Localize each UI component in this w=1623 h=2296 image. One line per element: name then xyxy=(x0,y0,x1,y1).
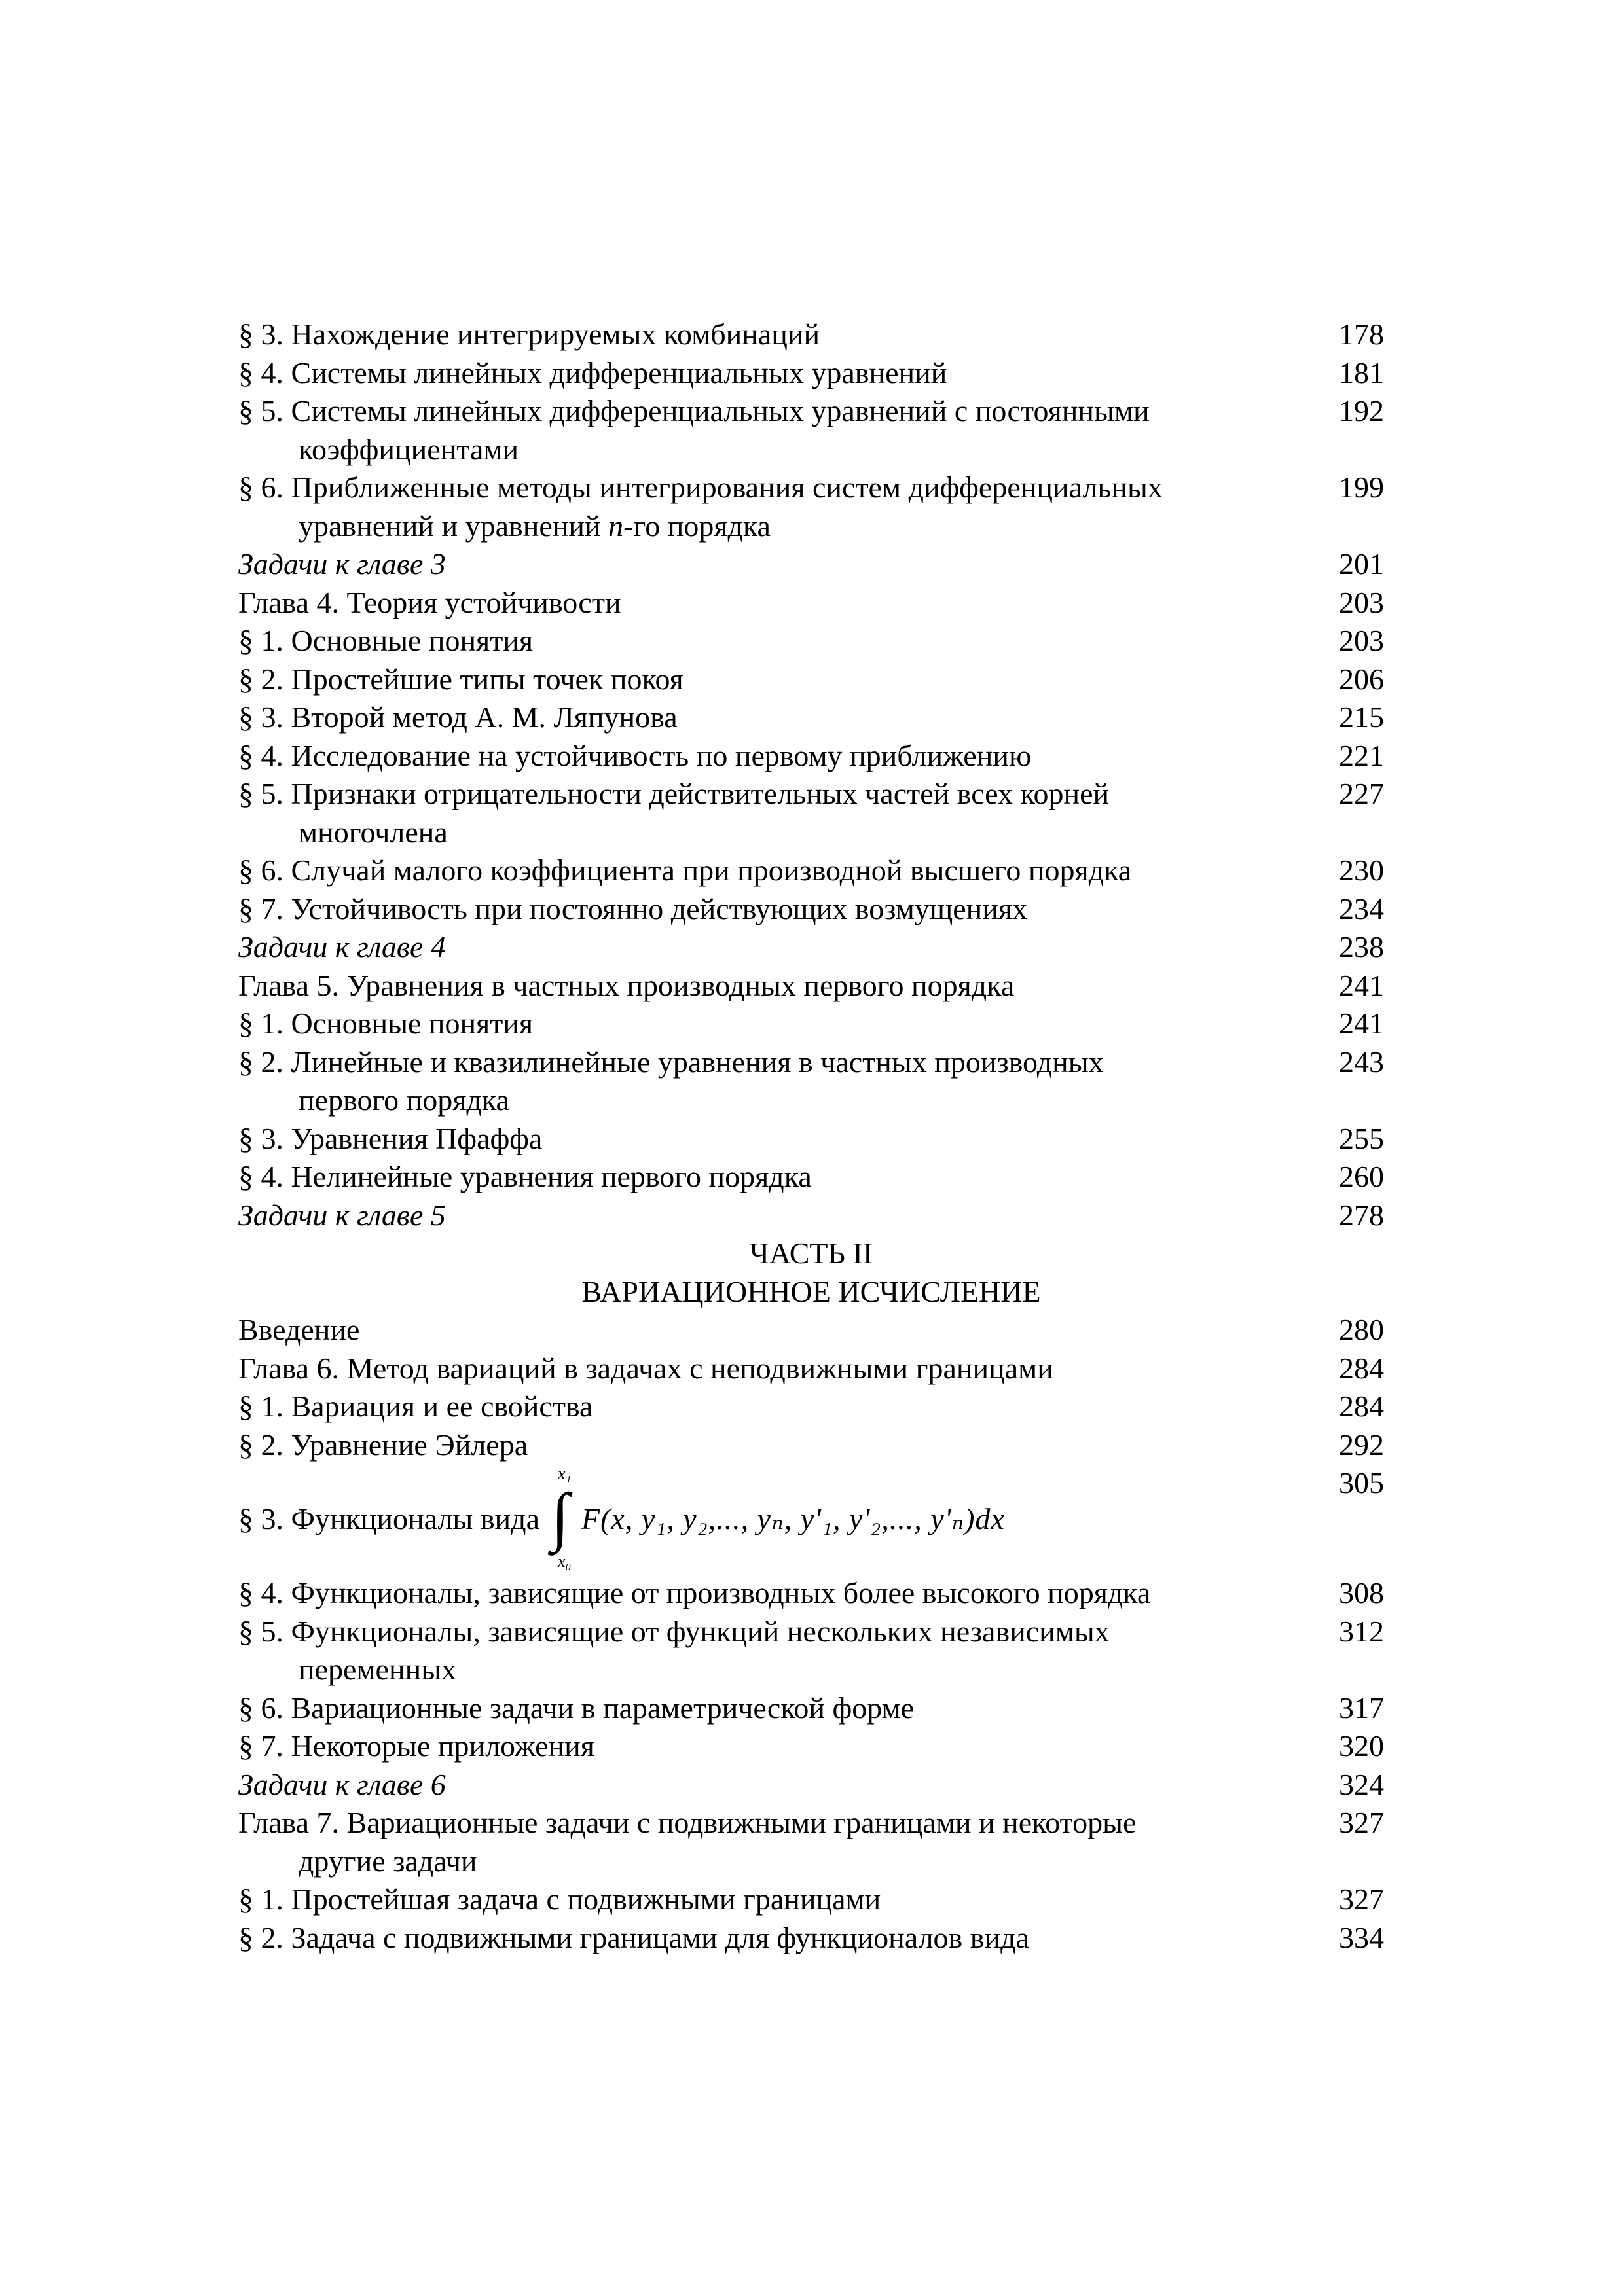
toc-entry xyxy=(238,1311,1384,1350)
toc-entry-page: 203 xyxy=(1339,624,1384,657)
toc-entry-title: § 7. Устойчивость при постоянно действующих возмущениях xyxy=(238,891,1028,925)
integral-lower-limit: x₀ xyxy=(558,1552,572,1571)
toc-entry-continuation: коэффициентами xyxy=(299,432,519,466)
variable-n: n xyxy=(608,509,624,543)
toc-entry-page: 305 xyxy=(1339,1466,1384,1499)
toc-entry-page: 284 xyxy=(1339,1351,1384,1385)
toc-entry-page: 334 xyxy=(1339,1920,1384,1954)
toc-entry xyxy=(238,1388,1384,1426)
toc-entry-problems xyxy=(238,1196,1384,1235)
toc-entry xyxy=(238,1727,1384,1766)
toc-entry-problems xyxy=(238,545,1384,584)
toc-entry-continuation xyxy=(238,507,1384,546)
toc-entry xyxy=(238,660,1384,699)
toc-entry xyxy=(238,1158,1384,1196)
toc-entry xyxy=(238,622,1384,660)
toc-entry-title: Задачи к главе 5 xyxy=(238,1198,446,1232)
toc-entry-title: Введение xyxy=(238,1313,360,1346)
toc-chapter xyxy=(238,1350,1384,1388)
toc-entry xyxy=(238,852,1384,890)
toc-entry xyxy=(238,698,1384,737)
toc-entry-page: 192 xyxy=(1339,394,1384,427)
toc-entry xyxy=(238,354,1384,393)
toc-entry-page: 227 xyxy=(1339,777,1384,810)
toc-entry-title: § 3. Второй метод А. М. Ляпунова xyxy=(238,700,678,734)
toc-entry-page: 221 xyxy=(1339,738,1384,772)
toc-entry-title: § 5. Функционалы, зависящие от функций нескольких независимых xyxy=(238,1614,1110,1648)
toc-entry-title: § 6. Случай малого коэффициента при производной высшего порядка xyxy=(238,853,1132,887)
toc-entry-page: 327 xyxy=(1339,1806,1384,1839)
toc-entry-page: 284 xyxy=(1339,1390,1384,1423)
toc-entry xyxy=(238,1919,1384,1958)
toc-entry xyxy=(238,1613,1384,1689)
toc-entry-page: 327 xyxy=(1339,1882,1384,1916)
continuation-text: уравнений и уравнений xyxy=(299,509,609,543)
toc-entry-page: 317 xyxy=(1339,1691,1384,1725)
integrand-expression: F(x, y₁, y₂,..., yₙ, y'₁, y'₂,..., y'ₙ)dx xyxy=(581,1501,1005,1535)
toc-entry-page: 241 xyxy=(1339,968,1384,1002)
toc-entry-title: Глава 4. Теория устойчивости xyxy=(238,585,621,619)
toc-entry-title: § 6. Приближенные методы интегрирования систем дифференциальных xyxy=(238,471,1163,504)
toc-entry-title: § 2. Уравнение Эйлера xyxy=(238,1427,528,1462)
toc-entry xyxy=(238,1880,1384,1919)
toc-entry-title: Глава 5. Уравнения в частных производных первого порядка xyxy=(238,968,1015,1002)
toc-entry-problems xyxy=(238,928,1384,967)
table-of-contents xyxy=(238,315,1384,1957)
toc-entry-title: § 1. Основные понятия xyxy=(238,1007,534,1040)
toc-entry-page: 206 xyxy=(1339,662,1384,696)
toc-entry-title: § 1. Вариация и ее свойства xyxy=(238,1390,593,1423)
toc-entry xyxy=(238,469,1384,545)
integral-sign xyxy=(547,1464,579,1574)
toc-entry-title: § 3. Функционалы вида xyxy=(238,1501,539,1535)
toc-entry-continuation: многочлена xyxy=(299,815,448,849)
toc-entry-title: Задачи к главе 6 xyxy=(238,1767,446,1801)
toc-entry-page: 260 xyxy=(1339,1160,1384,1193)
toc-entry-title: Глава 7. Вариационные задачи с подвижными границами и некоторые xyxy=(238,1806,1137,1839)
integral-upper-limit: x₁ xyxy=(558,1464,572,1483)
toc-entry xyxy=(238,1426,1384,1465)
toc-entry-page: 255 xyxy=(1339,1121,1384,1155)
toc-chapter xyxy=(238,584,1384,622)
toc-entry xyxy=(238,1574,1384,1613)
toc-entry-title: Глава 6. Метод вариаций в задачах с неподвижными границами xyxy=(238,1351,1053,1385)
toc-entry-page: 199 xyxy=(1339,471,1384,504)
toc-entry-problems xyxy=(238,1766,1384,1804)
toc-entry-title: § 5. Признаки отрицательности действительных частей всех корней xyxy=(238,777,1110,810)
toc-entry xyxy=(238,890,1384,929)
toc-entry-title: § 3. Уравнения Пфаффа xyxy=(238,1121,543,1155)
toc-entry-title: § 2. Линейные и квазилинейные уравнения в частных производных xyxy=(238,1045,1104,1079)
toc-entry-title: § 4. Системы линейных дифференциальных уравнений xyxy=(238,355,947,389)
part-heading: ЧАСТЬ II xyxy=(749,1236,873,1270)
toc-entry-title: § 1. Основные понятия xyxy=(238,624,534,657)
toc-entry-page: 230 xyxy=(1339,853,1384,887)
toc-entry xyxy=(238,737,1384,776)
toc-entry-title: § 4. Исследование на устойчивость по первому приближению xyxy=(238,738,1032,772)
toc-entry-title: § 6. Вариационные задачи в параметрической форме xyxy=(238,1691,915,1725)
toc-entry-title: § 1. Простейшая задача с подвижными границами xyxy=(238,1882,881,1916)
toc-entry-page: 278 xyxy=(1339,1198,1384,1232)
toc-entry-title: § 2. Задача с подвижными границами для функционалов вида xyxy=(238,1920,1029,1954)
toc-entry-page: 280 xyxy=(1339,1313,1384,1346)
toc-entry-page: 178 xyxy=(1339,317,1384,351)
toc-entry xyxy=(238,1120,1384,1158)
toc-entry xyxy=(238,775,1384,852)
toc-entry-page: 241 xyxy=(1339,1007,1384,1040)
toc-entry-title: Задачи к главе 3 xyxy=(238,547,446,581)
toc-entry-continuation: первого порядка xyxy=(299,1083,509,1117)
toc-entry-title: § 2. Простейшие типы точек покоя xyxy=(238,662,684,696)
toc-entry xyxy=(238,315,1384,354)
toc-entry-continuation: другие задачи xyxy=(299,1844,477,1878)
toc-entry xyxy=(238,392,1384,469)
toc-entry-title: § 4. Нелинейные уравнения первого порядка xyxy=(238,1160,812,1193)
toc-entry-title-with-formula xyxy=(238,1464,1384,1574)
toc-entry-continuation: переменных xyxy=(299,1653,457,1686)
toc-chapter xyxy=(238,1804,1384,1880)
integral-symbol: ∫ xyxy=(551,1480,570,1552)
toc-entry-page: 215 xyxy=(1339,700,1384,734)
toc-entry-page: 238 xyxy=(1339,930,1384,963)
toc-entry-title: § 4. Функционалы, зависящие от производных более высокого порядка xyxy=(238,1576,1151,1609)
toc-entry-page: 234 xyxy=(1339,891,1384,925)
toc-entry xyxy=(238,1005,1384,1043)
toc-entry-title: § 5. Системы линейных дифференциальных уравнений с постоянными xyxy=(238,394,1150,427)
toc-entry-page: 312 xyxy=(1339,1614,1384,1648)
toc-entry-title: Задачи к главе 4 xyxy=(238,930,446,963)
toc-entry-title: § 7. Некоторые приложения xyxy=(238,1729,594,1763)
toc-entry-title: § 3. Нахождение интегрируемых комбинаций xyxy=(238,317,820,351)
toc-entry-page: 181 xyxy=(1339,355,1384,389)
toc-entry-page: 324 xyxy=(1339,1767,1384,1801)
toc-entry-page: 292 xyxy=(1339,1427,1384,1462)
toc-entry xyxy=(238,1043,1384,1120)
toc-entry xyxy=(238,1689,1384,1728)
toc-entry-page: 308 xyxy=(1339,1576,1384,1609)
toc-entry-formula xyxy=(238,1464,1384,1574)
toc-entry-page: 203 xyxy=(1339,585,1384,619)
toc-entry-page: 243 xyxy=(1339,1045,1384,1079)
continuation-text: -го порядка xyxy=(623,509,771,543)
part-subheading: ВАРИАЦИОННОЕ ИСЧИСЛЕНИЕ xyxy=(581,1274,1041,1308)
toc-entry-page: 201 xyxy=(1339,547,1384,581)
toc-entry-page: 320 xyxy=(1339,1729,1384,1763)
toc-chapter xyxy=(238,967,1384,1005)
